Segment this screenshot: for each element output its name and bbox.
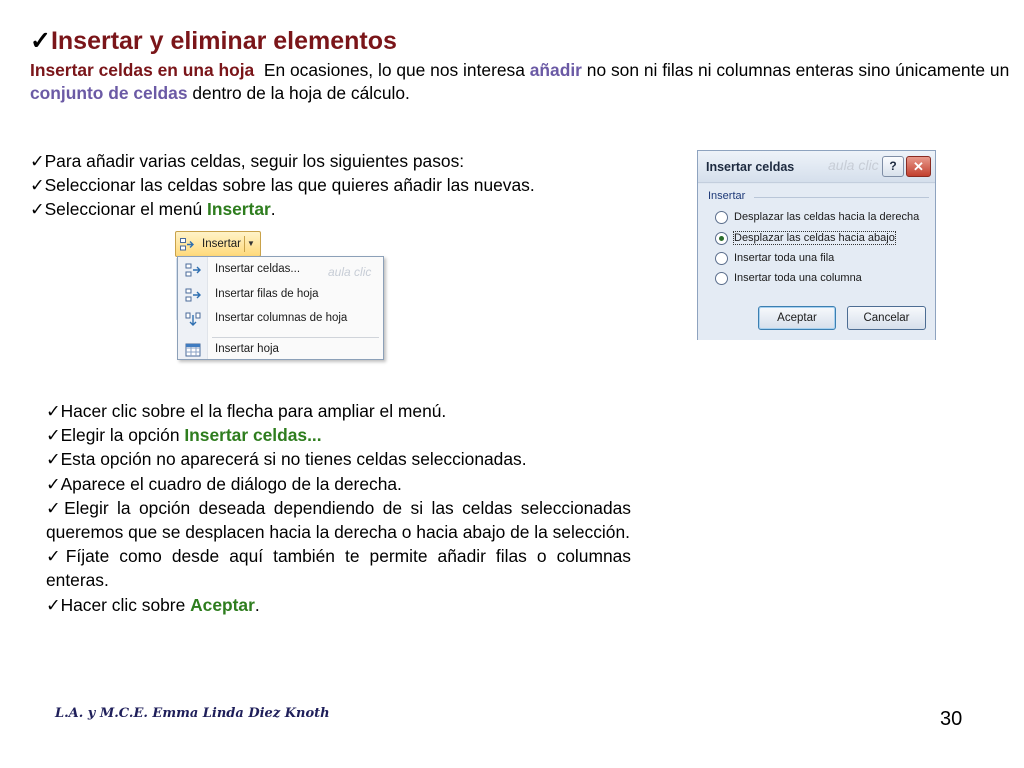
- check-icon: ✓: [46, 473, 61, 494]
- ok-button[interactable]: Aceptar: [758, 306, 836, 330]
- list-item-text: Seleccionar el menú: [44, 199, 207, 219]
- menu-item-insert-sheet[interactable]: [178, 339, 383, 361]
- list-item: [46, 496, 631, 544]
- option-shift-right[interactable]: [715, 209, 930, 227]
- list-item-text: .: [270, 199, 276, 219]
- list-item-text: Para añadir varias celdas, seguir los siguientes pasos:: [44, 151, 465, 171]
- option-label: Desplazar las celdas hacia abajo: [734, 232, 895, 244]
- check-icon: ✓: [30, 151, 45, 171]
- list-item: [30, 173, 535, 197]
- close-button[interactable]: ✕: [906, 156, 931, 177]
- insert-menu-button[interactable]: [175, 231, 261, 257]
- menu-item-label: Insertar hoja: [215, 343, 279, 355]
- list-item-text: Hacer clic sobre el la flecha para ampliar el menú.: [60, 401, 447, 421]
- steps-list-2: [46, 399, 631, 617]
- check-icon: ✓: [46, 425, 61, 446]
- list-item: [30, 197, 535, 221]
- intro-highlight-1: añadir: [529, 60, 582, 80]
- option-entire-row[interactable]: [715, 250, 930, 268]
- intro-highlight-2: conjunto de celdas: [30, 83, 188, 103]
- cancel-button[interactable]: Cancelar: [847, 306, 926, 330]
- menu-item-label: Insertar celdas...: [215, 263, 301, 275]
- menu-item-insert-cells[interactable]: [178, 259, 383, 281]
- list-item-text: Elegir la opción: [60, 425, 185, 446]
- radio-button-selected[interactable]: [715, 232, 728, 245]
- list-item-highlight: Aceptar: [190, 594, 255, 615]
- list-item: [46, 447, 631, 471]
- intro-text-1: En ocasiones, lo que nos interesa: [254, 60, 530, 80]
- list-item: [46, 593, 631, 617]
- radio-button[interactable]: [715, 211, 728, 224]
- check-icon: ✓: [30, 27, 51, 55]
- list-item-text: Aparece el cuadro de diálogo de la derecha.: [60, 473, 402, 494]
- insert-columns-icon: [185, 312, 201, 326]
- dialog-body: [698, 184, 935, 340]
- list-item-text: Fíjate como desde aquí también te permite añadir filas o columnas enteras.: [46, 546, 631, 591]
- list-item-highlight: Insertar: [206, 199, 271, 219]
- check-icon: ✓: [46, 497, 65, 518]
- insert-rows-icon: [185, 288, 201, 302]
- intro-paragraph: [30, 59, 1015, 105]
- insert-sheet-icon: [185, 343, 201, 357]
- list-item-text: Seleccionar las celdas sobre las que quieres añadir las nuevas.: [44, 175, 535, 195]
- intro-text-2: no son ni filas ni columnas enteras sino únicamente un: [581, 60, 1010, 80]
- slide-title-text: Insertar y eliminar elementos: [50, 27, 397, 55]
- help-button[interactable]: ?: [882, 156, 904, 177]
- dialog-title-bar: [698, 151, 935, 183]
- list-item-text: .: [254, 594, 260, 615]
- option-label: Insertar toda una fila: [734, 252, 835, 264]
- check-icon: ✓: [30, 199, 45, 219]
- watermark: aula clic: [828, 157, 879, 173]
- list-item: [30, 149, 535, 173]
- check-icon: ✓: [46, 401, 61, 421]
- list-item-highlight: Insertar celdas...: [184, 425, 322, 446]
- menu-item-insert-rows[interactable]: [178, 284, 383, 306]
- radio-button[interactable]: [715, 252, 728, 265]
- list-item: [46, 472, 631, 496]
- radio-button[interactable]: [715, 272, 728, 285]
- list-item-text: Hacer clic sobre: [60, 594, 191, 615]
- option-shift-down[interactable]: [715, 230, 930, 248]
- group-label: Insertar: [708, 190, 746, 202]
- insert-dropdown-menu: [177, 256, 384, 360]
- slide-title: [30, 26, 397, 56]
- page-number: 30: [940, 708, 963, 730]
- insert-menu-label: Insertar: [202, 238, 241, 250]
- footer-author: L.A. y M.C.E. Emma Linda Diez Knoth: [55, 706, 330, 721]
- option-label: Desplazar las celdas hacia la derecha: [734, 211, 920, 223]
- insert-cells-dialog: [697, 150, 936, 340]
- option-label: Insertar toda una columna: [734, 272, 862, 284]
- list-item: [46, 544, 631, 592]
- insert-menu-screenshot: [172, 228, 384, 360]
- steps-list-1: [30, 149, 535, 221]
- menu-item-label: Insertar filas de hoja: [215, 288, 319, 300]
- intro-text-3: dentro de la hoja de cálculo.: [187, 83, 410, 103]
- check-icon: ✓: [30, 175, 45, 195]
- chevron-down-icon[interactable]: ▼: [244, 236, 257, 252]
- intro-lead: Insertar celdas en una hoja: [30, 60, 255, 80]
- list-item-text: Elegir la opción deseada dependiendo de si las celdas seleccionadas queremos que se desplacen hacia la derecha o hacia abajo de la selección.: [46, 497, 631, 543]
- check-icon: ✓: [46, 546, 66, 567]
- check-icon: ✓: [46, 449, 61, 470]
- list-item: [46, 423, 631, 447]
- dialog-title: Insertar celdas: [706, 160, 795, 174]
- group-divider: [754, 197, 929, 198]
- menu-item-insert-columns[interactable]: [178, 308, 383, 330]
- list-item: [46, 399, 631, 423]
- option-entire-column[interactable]: [715, 270, 930, 288]
- watermark: aula clic: [328, 265, 372, 279]
- check-icon: ✓: [46, 594, 61, 615]
- menu-item-label: Insertar columnas de hoja: [215, 312, 348, 324]
- list-item-text: Esta opción no aparecerá si no tienes celdas seleccionadas.: [60, 449, 527, 470]
- insert-cells-icon: [185, 263, 201, 277]
- insert-cells-icon: [180, 238, 194, 251]
- menu-separator: [212, 337, 379, 338]
